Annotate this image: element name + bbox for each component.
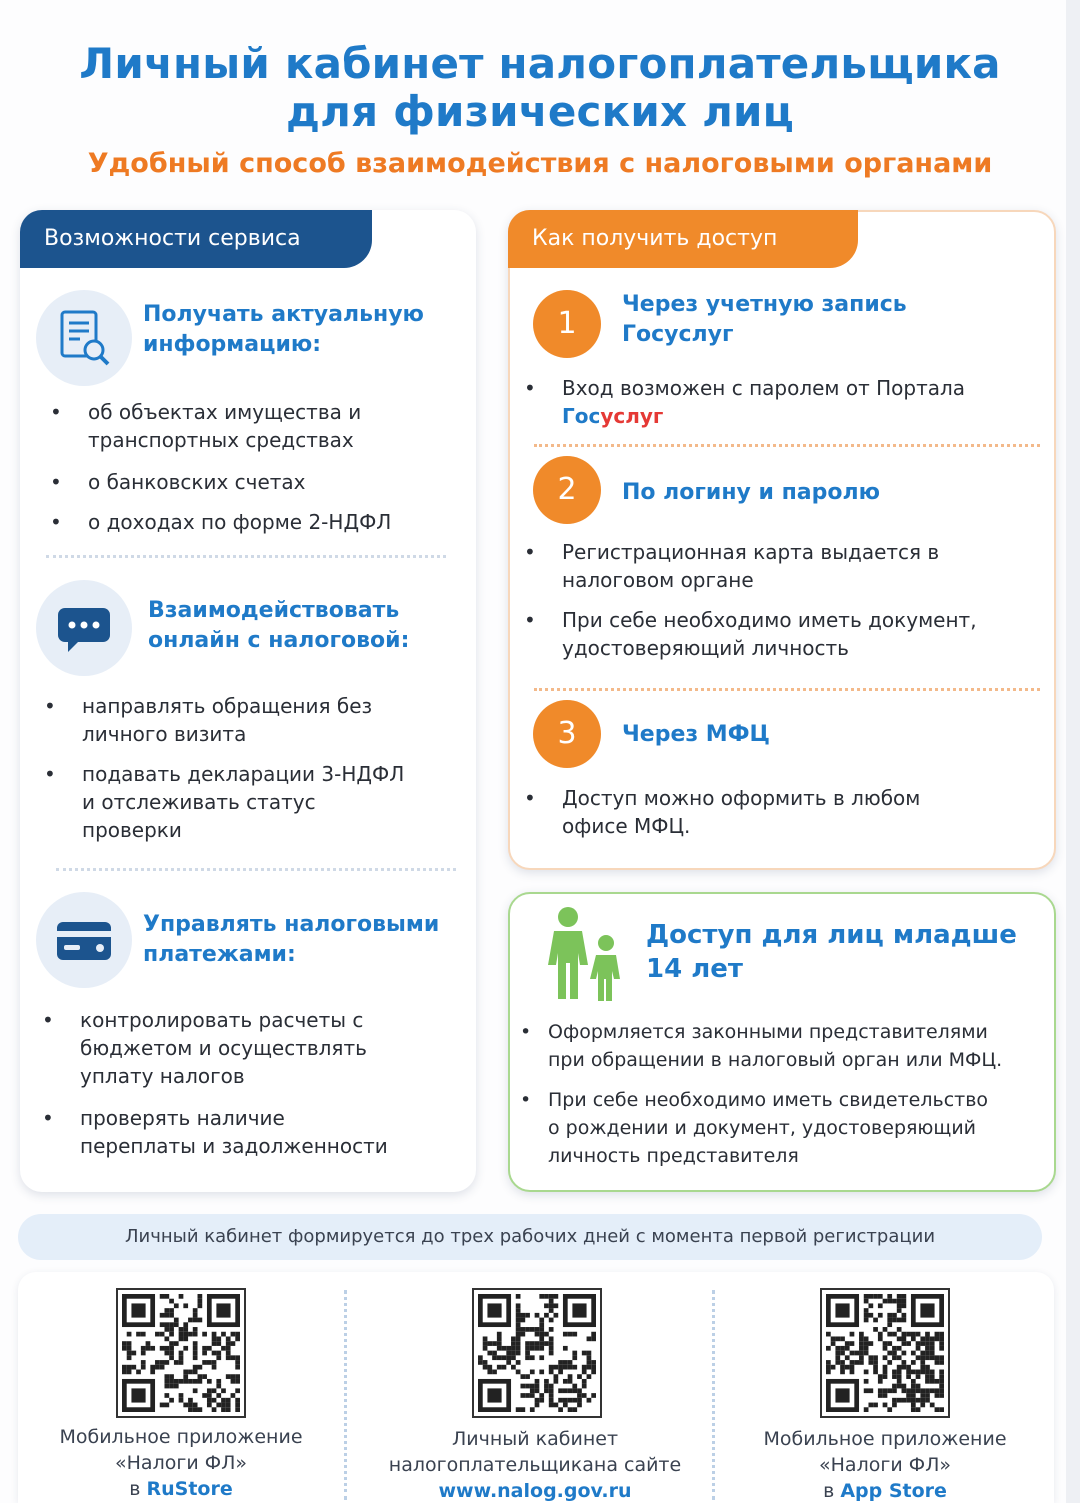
list-item: • контролировать расчеты с бюджетом и осуществлять уплату налогов — [42, 1006, 367, 1090]
divider — [534, 444, 1040, 447]
qr-caption-website: Личный кабинет налогоплательщикана сайте www.nalog.gov.ru — [388, 1428, 682, 1502]
list-item: • направлять обращения без личного визита — [44, 692, 372, 748]
step-number-1: 1 — [533, 290, 601, 358]
list-item: • о доходах по форме 2-НДФЛ — [50, 508, 391, 536]
qr-caption-appstore: Мобильное приложение «Налоги ФЛ» в App Store — [763, 1428, 1007, 1502]
rustore-link[interactable]: RuStore — [146, 1478, 233, 1500]
list-item: • При себе необходимо иметь документ, удостоверяющий личность — [524, 606, 977, 662]
features-tab: Возможности сервиса — [20, 210, 372, 268]
divider — [712, 1290, 715, 1500]
chat-bubble-icon — [36, 580, 132, 676]
qr-code-website[interactable] — [472, 1288, 602, 1418]
list-item: • проверять наличие переплаты и задолженности — [42, 1104, 388, 1160]
list-item: • об объектах имущества и транспортных средствах — [50, 398, 361, 454]
qr-code-appstore[interactable] — [820, 1288, 950, 1418]
list-item: • Оформляется законными представителями при обращении в налоговый орган или МФЦ. — [520, 1018, 1002, 1074]
feature-payments-title: Управлять налоговыми платежами: — [143, 912, 440, 967]
step-2-title: По логину и паролю — [622, 480, 881, 505]
list-item: • При себе необходимо иметь свидетельство о рождении и документ, удостоверяющий личность представителя — [520, 1086, 988, 1170]
list-item: • о банковских счетах — [50, 468, 306, 496]
feature-info-title: Получать актуальную информацию: — [143, 302, 424, 357]
qr-caption-rustore: Мобильное приложение «Налоги ФЛ» в RuStore — [59, 1426, 303, 1500]
document-search-icon — [36, 290, 132, 386]
step-1-title: Через учетную запись Госуслуг — [622, 292, 907, 347]
parent-child-icon — [540, 905, 626, 1007]
list-item: • Доступ можно оформить в любом офисе МФЦ. — [524, 784, 920, 840]
page-title: Личный кабинет налогоплательщика для физических лиц — [79, 39, 1001, 136]
feature-online-title: Взаимодействовать онлайн с налоговой: — [148, 598, 410, 653]
divider — [534, 688, 1040, 691]
divider — [46, 555, 446, 558]
divider — [56, 868, 456, 871]
page-subtitle: Удобный способ взаимодействия с налоговыми органами — [87, 148, 993, 179]
step-number-2: 2 — [533, 456, 601, 524]
right-edge-strip — [1066, 0, 1080, 1503]
kids-access-title: Доступ для лиц младше 14 лет — [646, 920, 1017, 984]
qr-code-rustore[interactable] — [116, 1288, 246, 1418]
credit-card-icon — [36, 892, 132, 988]
registration-note: Личный кабинет формируется до трех рабочих дней с момента первой регистрации — [18, 1214, 1042, 1260]
list-item: • подавать декларации 3-НДФЛ и отслеживать статус проверки — [44, 760, 404, 844]
step-3-title: Через МФЦ — [622, 722, 770, 747]
gosuslugi-label: Госуслуг — [562, 404, 664, 428]
nalog-website-link[interactable]: www.nalog.gov.ru — [438, 1480, 632, 1502]
step-number-3: 3 — [533, 700, 601, 768]
list-item: • Регистрационная карта выдается в налоговом органе — [524, 538, 939, 594]
access-tab: Как получить доступ — [508, 210, 858, 268]
appstore-link[interactable]: App Store — [840, 1480, 947, 1502]
list-item: • Вход возможен с паролем от Портала Госуслуг — [524, 374, 965, 430]
